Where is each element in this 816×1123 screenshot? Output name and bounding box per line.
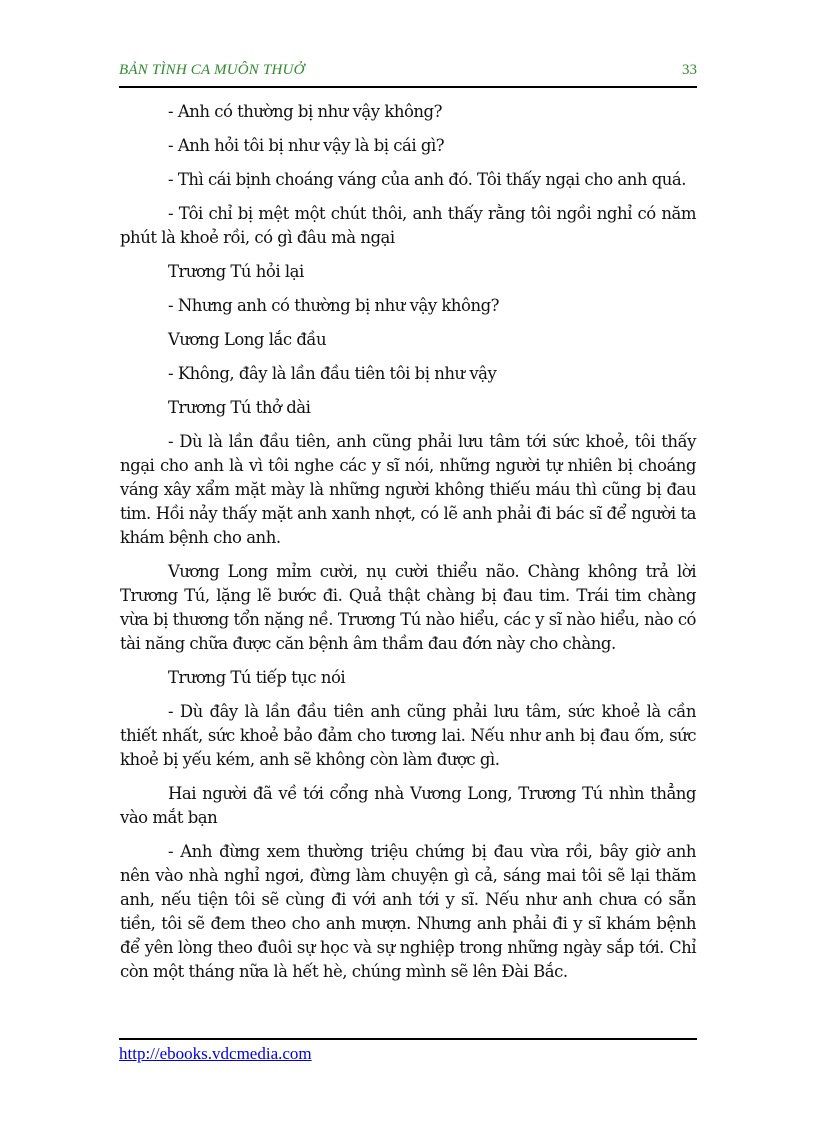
paragraph: - Nhưng anh có thường bị như vậy không?: [168, 296, 499, 315]
ebooks-link[interactable]: http://ebooks.vdcmedia.com: [119, 1044, 312, 1063]
paragraph: Vương Long mỉm cười, nụ cười thiểu não. Chàng không trả lời Trương Tú, lặng lẽ bước đi. Quả thật chàng bị đau tim. Trái tim chàng vừa bị thương tổn nặng nề. Trương Tú nào hiểu, các y sĩ nào hiểu, nào có tài năng chữa được căn bệnh âm thầm đau đớn này cho chàng.: [120, 562, 696, 653]
page-number: 33: [682, 62, 697, 78]
paragraph: - Không, đây là lần đầu tiên tôi bị như vậy: [168, 364, 497, 383]
page-body: [120, 100, 696, 994]
page-header: [119, 60, 697, 88]
paragraph: Trương Tú thở dài: [168, 398, 311, 417]
paragraph: Trương Tú tiếp tục nói: [168, 668, 346, 687]
paragraph: Trương Tú hỏi lại: [168, 262, 304, 281]
paragraph: - Anh có thường bị như vậy không?: [168, 102, 442, 121]
paragraph: - Dù đây là lần đầu tiên anh cũng phải lưu tâm, sức khoẻ là cần thiết nhất, sức khoẻ bảo đảm cho tương lai. Nếu như anh bị đau ốm, sức khoẻ bị yếu kém, anh sẽ không còn làm được gì.: [120, 702, 696, 769]
paragraph: - Anh hỏi tôi bị như vậy là bị cái gì?: [168, 136, 445, 155]
page-footer: [119, 1038, 697, 1064]
paragraph: - Tôi chỉ bị mệt một chút thôi, anh thấy rằng tôi ngồi nghỉ có năm phút là khoẻ rồi, có gì đâu mà ngại: [120, 204, 696, 247]
paragraph: - Dù là lần đầu tiên, anh cũng phải lưu tâm tới sức khoẻ, tôi thấy ngại cho anh là vì tôi nghe các y sĩ nói, những người tự nhiên bị choáng váng xây xẩm mặt mày là những người không thiếu máu thì cũng bị đau tim. Hồi nảy thấy mặt anh xanh nhợt, có lẽ anh phải đi bác sĩ để người ta khám bệnh cho anh.: [120, 432, 696, 547]
paragraph: Hai người đã về tới cổng nhà Vương Long, Trương Tú nhìn thẳng vào mắt bạn: [120, 784, 696, 827]
book-title: BẢN TÌNH CA MUÔN THUỞ: [119, 62, 305, 78]
paragraph: Vương Long lắc đầu: [168, 330, 327, 349]
paragraph: - Anh đừng xem thường triệu chứng bị đau vừa rồi, bây giờ anh nên vào nhà nghỉ ngơi, đừng làm chuyện gì cả, sáng mai tôi sẽ lại thăm anh, nếu tiện tôi sẽ cùng đi với anh tới y sĩ. Nếu như anh chưa có sẵn tiền, tôi sẽ đem theo cho anh mượn. Nhưng anh phải đi y sĩ khám bệnh để yên lòng theo đuôi sự học và sự nghiệp trong những ngày sắp tới. Chỉ còn một tháng nữa là hết hè, chúng mình sẽ lên Đài Bắc.: [120, 842, 696, 981]
paragraph: - Thì cái bịnh choáng váng của anh đó. Tôi thấy ngại cho anh quá.: [168, 170, 687, 189]
